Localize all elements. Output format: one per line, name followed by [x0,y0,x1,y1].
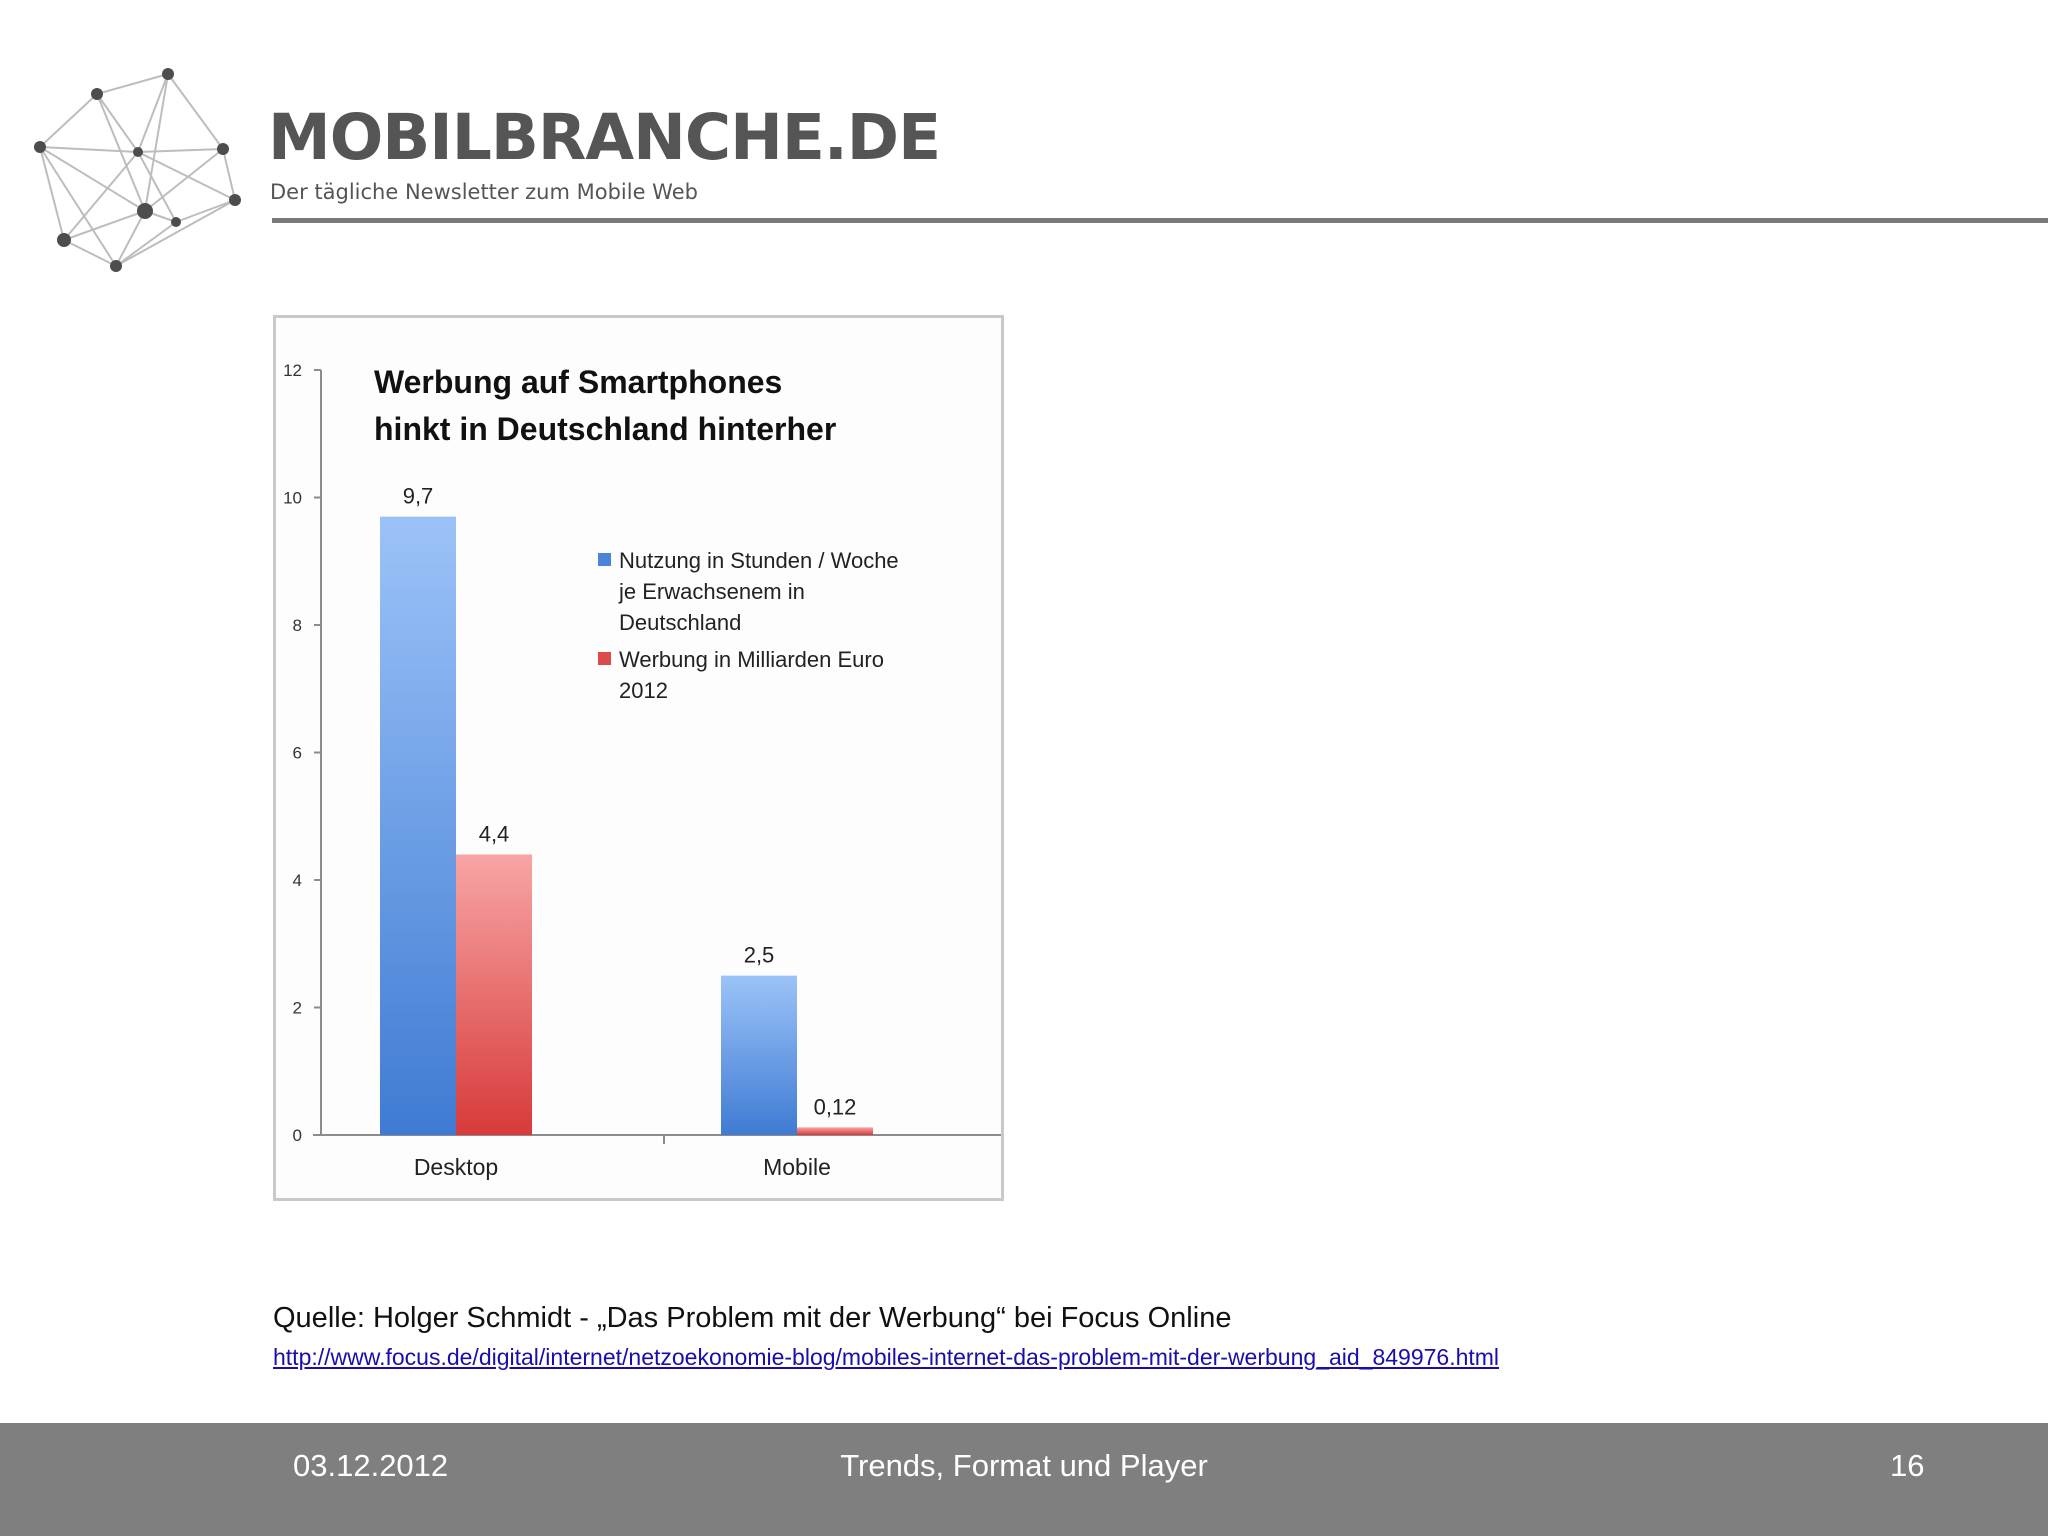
legend-label: je Erwachsenem in [619,579,805,604]
brand-tagline: Der tägliche Newsletter zum Mobile Web [270,180,698,204]
data-label: 2,5 [743,942,775,968]
data-label: 9,7 [402,483,434,509]
chart-title-line: Werbung auf Smartphones [374,364,783,400]
y-tick-label: 10 [283,488,302,508]
x-category-label: Mobile [763,1154,831,1180]
chart-frame [273,315,1004,1201]
network-logo-icon [30,62,250,277]
legend-label: Werbung in Milliarden Euro [619,647,884,672]
y-tick-label: 0 [292,1126,302,1145]
footer-date: 03.12.2012 [293,1448,449,1483]
y-tick-label: 6 [292,743,302,763]
legend-swatch-series-2 [598,652,611,665]
footer-page-number: 16 [1890,1448,1925,1483]
legend-label: Deutschland [619,610,742,635]
y-tick-label: 4 [292,871,302,890]
source-link[interactable]: http://www.focus.de/digital/internet/netzoekonomie-blog/mobiles-internet-das-problem-mit-der-werbung_aid_849976.html [273,1344,1500,1370]
y-tick-label: 12 [283,361,302,380]
bar-desktop-series-2 [456,855,532,1136]
source-citation: Quelle: Holger Schmidt - „Das Problem mit der Werbung“ bei Focus Online [273,1302,1232,1334]
x-category-label: Desktop [413,1154,499,1180]
y-tick-label: 2 [292,998,302,1018]
legend-label: Nutzung in Stunden / Woche [619,548,899,573]
bar-mobile-series-2 [797,1127,873,1135]
bar-mobile-series-1 [721,976,797,1135]
brand-name: MOBILBRANCHE.DE [268,101,941,174]
footer-title: Trends, Format und Player [840,1448,1208,1483]
data-label: 4,4 [478,821,510,847]
legend-label: 2012 [619,678,668,703]
bar-desktop-series-1 [380,517,456,1135]
y-tick-label: 8 [292,616,302,635]
legend-swatch-series-1 [598,553,611,566]
header-divider [272,218,2048,223]
data-label: 0,12 [813,1094,857,1120]
bar-chart [276,318,1001,1198]
chart-title-line: hinkt in Deutschland hinterher [374,411,837,447]
